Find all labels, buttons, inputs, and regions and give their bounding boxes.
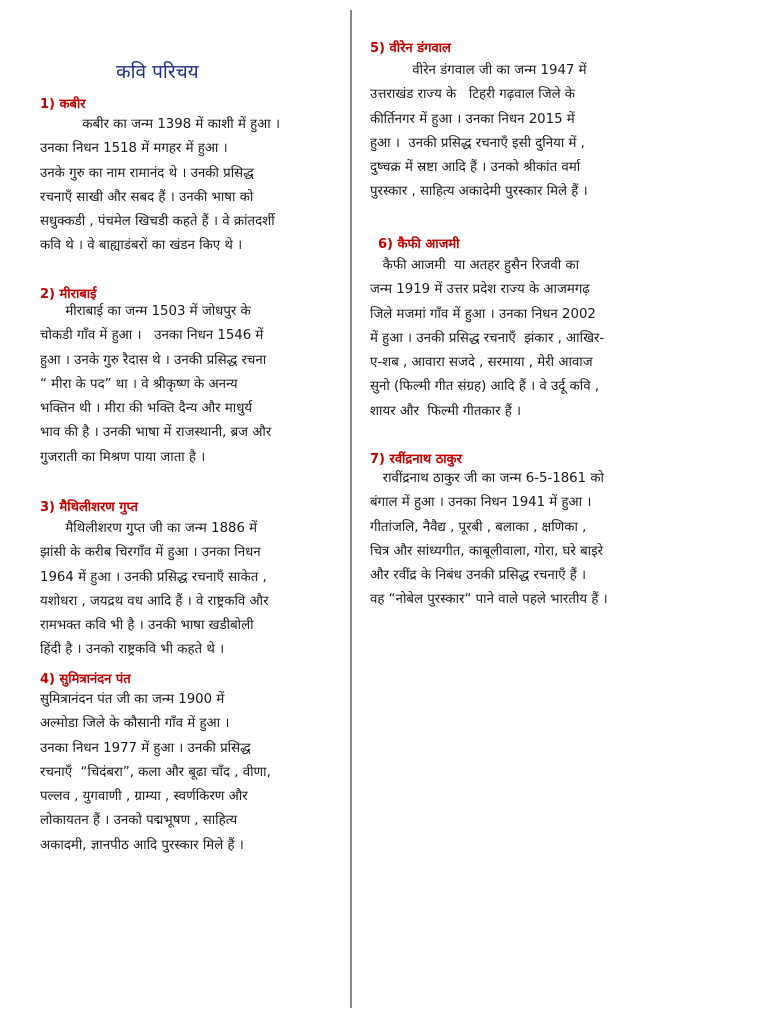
body-line: रचनाएँ साखी और सबद हैं । उनकी भाषा को	[40, 189, 254, 205]
body-line: चित्र और सांध्यगीत, काबूलीवाला, गोरा, घरे बाइरे	[370, 543, 604, 559]
body-line: झांसी के करीब चिरगाँव में हुआ । उनका निधन	[40, 545, 261, 561]
body-line: हिंदी है । उनको राष्ट्रकवि भी कहते थे ।	[40, 642, 225, 658]
body-line: उनके गुरु का नाम रामानंद थे । उनकी प्रसिद्ध	[40, 165, 254, 181]
body-line: गुजराती का मिश्रण पाया जाता है ।	[40, 449, 206, 465]
body-line: कवि थे । वे बाह्याडंबरों का खंडन किए थे ।	[40, 238, 243, 254]
section-body-kaifi	[370, 254, 604, 424]
body-line: और रवींद्र के निबंध उनकी प्रसिद्ध रचनाएँ हैं ।	[370, 568, 587, 584]
body-line: उनका निधन 1518 में मगहर में हुआ ।	[40, 141, 228, 157]
body-line: लोकायतन हैं । उनको पद्मभूषण , साहित्य	[40, 813, 238, 829]
body-line: हुआ । उनके गुरु रैदास थे । उनकी प्रसिद्ध रचना	[40, 352, 267, 368]
body-line: कैफी आजमी या अतहर हुसैन रिजवी का	[370, 258, 580, 273]
body-line: सुनो (फिल्मी गीत संग्रह) आदि हैं । वे उर्दू कवि ,	[370, 379, 600, 395]
body-line: भाव की है । उनकी भाषा में राजस्थानी, ब्रज और	[40, 425, 272, 441]
body-line: दुष्चक्र में स्रष्टा आदि हैं । उनको श्रीकांत वर्मा	[370, 160, 581, 176]
section-heading-ravindranath: 7) रवींद्रनाथ ठाकुर	[370, 452, 462, 467]
body-line: पुरस्कार , साहित्य अकादेमी पुरस्कार मिले हैं ।	[370, 184, 588, 200]
body-line: चोकडी गाँव में हुआ । उनका निधन 1546 में	[40, 328, 264, 344]
body-line: रावींद्रनाथ ठाकुर जी का जन्म 6-5-1861 को	[370, 471, 604, 486]
body-line: उनका निधन 1977 में हुआ । उनकी प्रसिद्ध	[40, 740, 251, 756]
body-line: 1964 में हुआ । उनकी प्रसिद्ध रचनाएँ साकेत ,	[40, 569, 267, 585]
section-heading-mirabai: 2) मीराबाई	[40, 287, 97, 302]
section-body-maithilisharan	[40, 517, 269, 663]
body-line: भक्तिन थी । मीरा की भक्ति दैन्य और माधुर्य	[40, 401, 253, 417]
section-body-sumitranandan	[40, 688, 271, 858]
body-line: जिले मजमां गाँव में हुआ । उनका निधन 2002	[370, 306, 596, 322]
body-line: मीराबाई का जन्म 1503 में जोधपुर के	[40, 304, 251, 319]
body-line: “ मीरा के पद” था । वे श्रीकृष्ण के अनन्य	[40, 376, 238, 392]
body-line: वह “नोबेल पुरस्कार“ पाने वाले पहले भारतीय हैं ।	[370, 592, 608, 608]
body-line: कीर्तिनगर में हुआ । उनका निधन 2015 में	[370, 111, 575, 127]
section-body-ravindranath	[370, 467, 608, 613]
body-line: रामभक्त कवि भी है । उनकी भाषा खडीबोली	[40, 618, 254, 634]
body-line: सधुक्कडी , पंचमेल खिचडी कहते हैं । वे क्रांतदर्शी	[40, 214, 275, 230]
column-divider	[350, 10, 352, 1008]
page-title: कवि परिचय	[116, 61, 199, 83]
body-line: मैथिलीशरण गुप्त जी का जन्म 1886 में	[40, 521, 258, 536]
body-line: सुमित्रानंदन पंत जी का जन्म 1900 में	[40, 692, 225, 707]
section-heading-kaifi: 6) कैफी आजमी	[378, 237, 460, 252]
section-body-viren	[370, 59, 588, 205]
section-heading-maithilisharan: 3) मैथिलीशरण गुप्त	[40, 500, 138, 515]
body-line: पल्लव , युगवाणी , ग्राम्या , स्वर्णकिरण और	[40, 789, 248, 805]
body-line: बंगाल में हुआ । उनका निधन 1941 में हुआ ।	[370, 495, 592, 511]
body-line: कबीर का जन्म 1398 में काशी में हुआ ।	[40, 117, 281, 132]
section-heading-kabir: 1) कबीर	[40, 97, 86, 112]
section-body-kabir	[40, 113, 280, 259]
section-body-mirabai	[40, 300, 271, 470]
body-line: यशोधरा , जयद्रथ वध आदि हैं । वे राष्ट्रकवि और	[40, 593, 269, 609]
section-heading-viren: 5) वीरेन डंगवाल	[370, 41, 451, 56]
body-line: वीरेन डंगवाल जी का जन्म 1947 में	[370, 63, 587, 78]
body-line: जन्म 1919 में उत्तर प्रदेश राज्य के आजमगढ़	[370, 282, 590, 298]
body-line: अकादमी, ज्ञानपीठ आदि पुरस्कार मिले हैं ।	[40, 837, 244, 853]
body-line: में हुआ । उनकी प्रसिद्ध रचनाएँ झंकार , आखिर-	[370, 330, 605, 346]
body-line: हुआ । उनकी प्रसिद्ध रचनाएँ इसी दुनिया में ,	[370, 135, 585, 151]
section-heading-sumitranandan: 4) सुमित्रानंदन पंत	[40, 672, 131, 687]
body-line: रचनाएँ “चिदंबरा”, कला और बूढा चाँद , वीणा,	[40, 764, 271, 780]
body-line: शायर और फिल्मी गीतकार हैं ।	[370, 403, 522, 419]
body-line: गीतांजलि, नैवैद्य , पूरबी , बलाका , क्षणिका ,	[370, 519, 587, 535]
body-line: अल्मोडा जिले के कौसानी गाँव में हुआ ।	[40, 716, 230, 732]
body-line: उत्तराखंड राज्य के टिहरी गढ़वाल जिले के	[370, 87, 576, 103]
body-line: ए-शब , आवारा सजदे , सरमाया , मेरी आवाज	[370, 355, 593, 371]
